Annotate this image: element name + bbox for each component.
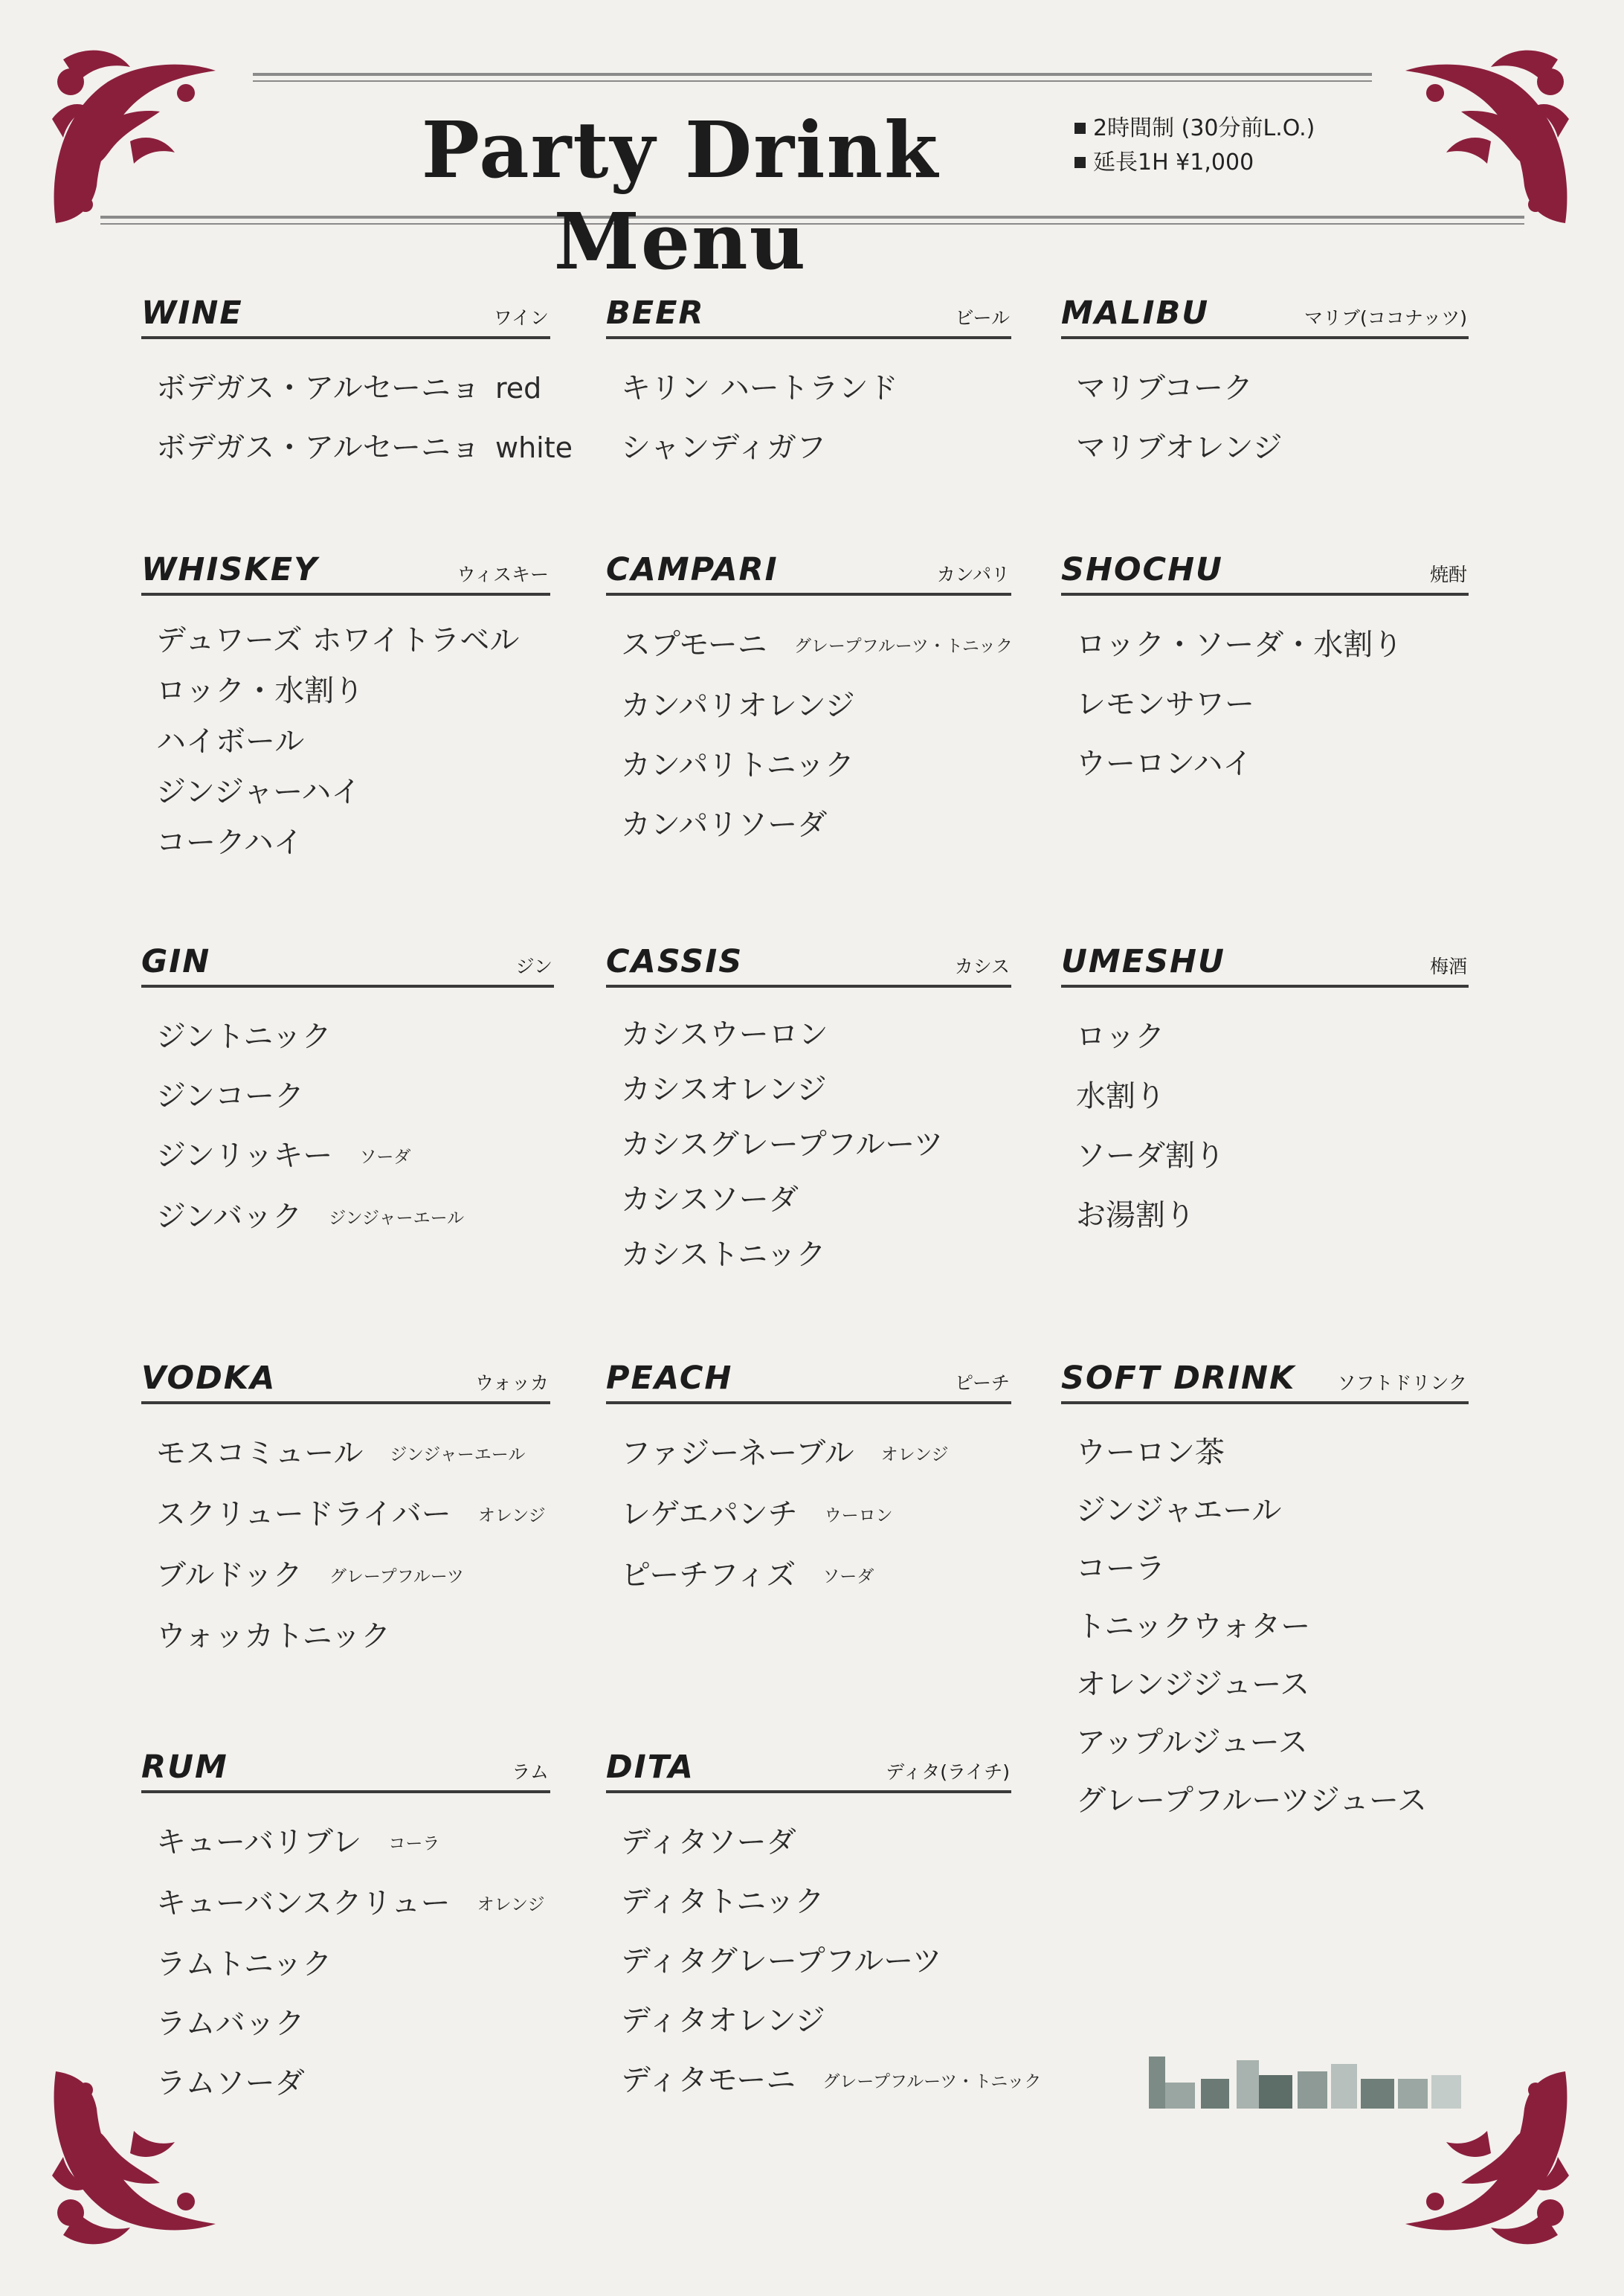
drink-name: ジンジャーハイ <box>156 775 361 809</box>
drink-list <box>1061 1404 1469 1830</box>
section-title: MALIBU <box>1061 295 1210 332</box>
drink-name: レモンサワー <box>1076 687 1254 721</box>
drink-item <box>1076 1482 1469 1540</box>
drink-item <box>156 2054 550 2113</box>
section-title-jp: ウォッカ <box>474 1372 549 1394</box>
drink-name: アップルジュース <box>1076 1726 1308 1760</box>
drink-mixer-note: ジンジャーエール <box>329 1209 465 1228</box>
section-title: CAMPARI <box>606 551 779 588</box>
drink-name: グレープフルーツジュース <box>1076 1784 1427 1818</box>
drink-item <box>1076 1007 1469 1067</box>
drink-name: ボデガス・アルセーニョ <box>156 431 480 465</box>
drink-item <box>1076 734 1469 794</box>
drink-list <box>606 988 1011 1282</box>
section-title-jp: ビール <box>955 307 1010 329</box>
drink-list <box>606 1793 1042 2112</box>
drink-item <box>621 1062 1011 1117</box>
drink-name: ロック <box>1076 1020 1165 1054</box>
drink-item <box>621 1872 1011 1932</box>
drink-name: ソーダ割り <box>1076 1139 1225 1173</box>
drink-item <box>1076 1714 1469 1772</box>
drink-name: シャンディガフ <box>621 431 826 465</box>
section-title-jp: ピーチ <box>954 1372 1010 1394</box>
drink-item <box>156 1424 550 1485</box>
section-header <box>606 547 1011 596</box>
section-header <box>1061 1355 1469 1404</box>
drink-name: ラムバック <box>156 2007 305 2041</box>
section-campari <box>606 547 1011 855</box>
drink-name: ジントニック <box>156 1020 332 1054</box>
section-title-jp: ラム <box>512 1761 549 1783</box>
drink-list <box>141 339 573 477</box>
drink-variant: white <box>495 431 573 464</box>
drink-item <box>621 1813 1011 1872</box>
drink-list <box>141 1404 550 1666</box>
section-title: PEACH <box>606 1360 733 1397</box>
drink-name: ピーチフィズ <box>621 1558 796 1592</box>
section-umeshu <box>1061 939 1469 1245</box>
drink-name: デュワーズ ホワイトラベル <box>156 623 520 657</box>
drink-item <box>1076 1067 1469 1126</box>
drink-name: ラムソーダ <box>156 2066 305 2100</box>
section-whiskey <box>141 547 550 868</box>
drink-item <box>156 1813 550 1874</box>
drink-name: ウーロン茶 <box>1076 1435 1225 1470</box>
section-title: UMESHU <box>1061 943 1225 980</box>
drink-item <box>156 1935 550 1994</box>
section-header <box>1061 547 1469 596</box>
section-title: WINE <box>141 295 243 332</box>
drink-item <box>156 1067 554 1126</box>
drink-name: カシストニック <box>621 1238 826 1272</box>
section-shochu <box>1061 547 1469 794</box>
section-title-jp: 焼酎 <box>1429 564 1467 585</box>
drink-name: カシスオレンジ <box>621 1073 827 1107</box>
drink-item <box>1076 615 1469 675</box>
drink-item <box>621 1227 1011 1282</box>
drink-list <box>606 1404 1011 1607</box>
drink-item <box>156 666 550 716</box>
drink-name: ディタソーダ <box>621 1825 796 1859</box>
drink-name: ボデガス・アルセーニョ <box>156 371 480 405</box>
section-dita <box>606 1744 1042 2112</box>
section-title: SOFT DRINK <box>1061 1360 1296 1397</box>
drink-mixer-note: ウーロン <box>824 1506 893 1525</box>
section-header <box>141 939 554 988</box>
drink-name: ウーロンハイ <box>1076 747 1253 781</box>
drink-mixer-note: グレープフルーツ・トニック <box>822 2072 1042 2091</box>
drink-item <box>621 1117 1011 1172</box>
drink-name: レゲエパンチ <box>621 1497 798 1531</box>
drink-item <box>621 795 1011 855</box>
section-rum <box>141 1744 550 2113</box>
drink-item <box>1076 418 1469 477</box>
drink-list <box>606 596 1011 855</box>
section-title-jp: ソフトドリンク <box>1337 1372 1467 1394</box>
drink-name: モスコミュール <box>156 1436 364 1470</box>
drink-mixer-note: ソーダ <box>359 1148 411 1167</box>
drink-list <box>141 988 554 1248</box>
drink-item <box>1076 1598 1469 1656</box>
note-extension <box>1074 146 1315 180</box>
drink-mixer-note: コーラ <box>388 1834 440 1853</box>
section-title-jp: カシス <box>954 956 1010 977</box>
section-title-jp: ウィスキー <box>457 564 549 585</box>
section-soft <box>1061 1355 1469 1830</box>
section-header <box>141 1744 550 1793</box>
drink-name: オレンジジュース <box>1076 1668 1310 1702</box>
drink-name: ディタモーニ <box>621 2063 796 2097</box>
drink-item <box>621 1172 1011 1227</box>
section-peach <box>606 1355 1011 1607</box>
drink-name: コーラ <box>1076 1551 1165 1586</box>
section-header <box>606 290 1011 339</box>
drink-item <box>1076 675 1469 734</box>
section-header <box>1061 290 1469 339</box>
section-gin <box>141 939 554 1248</box>
ornament-top-right-icon <box>1394 37 1580 238</box>
blurred-logo-icon <box>1149 2042 1469 2120</box>
drink-item <box>621 1485 1011 1546</box>
section-header <box>606 1744 1011 1793</box>
drink-item <box>156 767 550 817</box>
section-header <box>1061 939 1469 988</box>
drink-item <box>621 676 1011 736</box>
drink-name: ハイボール <box>156 724 305 759</box>
drink-item <box>1076 1540 1469 1598</box>
section-header <box>141 290 550 339</box>
drink-name: ブルドック <box>156 1558 303 1592</box>
section-title-jp: ディタ(ライチ) <box>886 1761 1010 1783</box>
drink-item <box>621 1007 1011 1062</box>
header-notes <box>1074 112 1315 180</box>
section-title-jp: ワイン <box>493 307 549 329</box>
drink-mixer-note: グレープフルーツ <box>329 1567 464 1586</box>
drink-mixer-note: ソーダ <box>822 1567 874 1586</box>
drink-list <box>1061 339 1469 477</box>
page-title: Party Drink Menu <box>421 104 940 287</box>
drink-variant: red <box>495 372 542 405</box>
header-top-rule <box>253 73 1372 76</box>
drink-name: ジンリッキー <box>156 1139 333 1173</box>
drink-name: キリン ハートランド <box>621 371 898 405</box>
drink-name: マリブオレンジ <box>1076 431 1283 465</box>
section-title-jp: カンパリ <box>936 564 1010 585</box>
drink-item <box>156 358 550 418</box>
section-header <box>141 1355 550 1404</box>
section-header <box>606 939 1011 988</box>
drink-item <box>621 418 1011 477</box>
drink-item <box>156 1126 554 1187</box>
drink-item <box>156 1874 550 1935</box>
drink-item <box>156 817 550 868</box>
section-title: CASSIS <box>606 943 744 980</box>
drink-name: キューバリブレ <box>156 1825 362 1859</box>
drink-name: ジンコーク <box>156 1079 304 1113</box>
drink-mixer-note: グレープフルーツ・トニック <box>793 637 1013 656</box>
bullet-square-icon <box>1074 157 1086 168</box>
note-text: 延長1H ¥1,000 <box>1093 149 1254 176</box>
drink-name: ジンジャエール <box>1076 1493 1282 1528</box>
section-title-jp: マリブ(ココナッツ) <box>1304 307 1467 329</box>
drink-name: スプモーニ <box>621 628 767 662</box>
drink-name: カシスソーダ <box>621 1183 799 1217</box>
section-title: WHISKEY <box>141 551 319 588</box>
drink-mixer-note: オレンジ <box>477 1895 545 1914</box>
drink-name: ジンバック <box>156 1200 303 1234</box>
drink-mixer-note: オレンジ <box>880 1445 949 1464</box>
drink-name: お湯割り <box>1076 1198 1195 1232</box>
ornament-top-left-icon <box>41 37 227 238</box>
drink-item <box>156 1546 550 1607</box>
section-title: VODKA <box>141 1360 277 1397</box>
note-duration <box>1074 112 1315 146</box>
drink-item <box>621 736 1011 795</box>
drink-item <box>156 1607 550 1666</box>
drink-mixer-note: ジンジャーエール <box>390 1445 526 1464</box>
section-title: BEER <box>606 295 705 332</box>
drink-name: キューバンスクリュー <box>156 1886 451 1920</box>
drink-name: コークハイ <box>156 826 303 860</box>
drink-item <box>621 1932 1011 1991</box>
drink-item <box>621 1546 1011 1607</box>
drink-item <box>621 1424 1011 1485</box>
drink-item <box>621 1991 1011 2051</box>
drink-item <box>621 615 1011 676</box>
drink-list <box>1061 596 1469 794</box>
section-header <box>141 547 550 596</box>
section-title: SHOCHU <box>1061 551 1223 588</box>
drink-mixer-note: オレンジ <box>477 1506 546 1525</box>
drink-item <box>621 358 1011 418</box>
drink-name: ラムトニック <box>156 1947 332 1981</box>
drink-list <box>606 339 1011 477</box>
drink-item <box>1076 1424 1469 1482</box>
drink-name: カンパリトニック <box>621 748 854 782</box>
section-vodka <box>141 1355 550 1666</box>
section-title: GIN <box>141 943 211 980</box>
drink-name: ウォッカトニック <box>156 1619 391 1653</box>
section-title: DITA <box>606 1749 695 1786</box>
drink-item <box>1076 1656 1469 1714</box>
bullet-square-icon <box>1074 123 1086 134</box>
drink-item <box>156 1485 550 1546</box>
drink-name: スクリュードライバー <box>156 1497 451 1531</box>
drink-item <box>156 1007 554 1067</box>
drink-name: ディタグレープフルーツ <box>621 1944 942 1978</box>
note-text: 2時間制 (30分前L.O.) <box>1093 115 1315 141</box>
drink-item <box>156 1187 554 1248</box>
drink-name: 水割り <box>1076 1079 1165 1113</box>
drink-name: マリブコーク <box>1076 371 1253 405</box>
section-cassis <box>606 939 1011 1282</box>
drink-item <box>621 2051 1042 2112</box>
drink-name: トニックウォター <box>1076 1610 1311 1644</box>
drink-item <box>156 615 550 666</box>
header-top-rule-thin <box>253 80 1372 82</box>
section-title-jp: 梅酒 <box>1429 956 1467 977</box>
drink-name: カシスウーロン <box>621 1017 828 1052</box>
drink-name: ディタオレンジ <box>621 2004 825 2038</box>
drink-item <box>1076 1772 1469 1830</box>
drink-list <box>141 596 550 868</box>
section-title-jp: ジン <box>515 956 552 977</box>
drink-name: カンパリオレンジ <box>621 689 855 723</box>
drink-item <box>1076 358 1469 418</box>
drink-name: カンパリソーダ <box>621 808 828 842</box>
section-title: RUM <box>141 1749 228 1786</box>
section-wine <box>141 290 573 477</box>
drink-name: ファジーネーブル <box>621 1436 854 1470</box>
drink-item <box>156 716 550 767</box>
drink-item <box>1076 1126 1469 1186</box>
drink-name: ロック・水割り <box>156 674 364 708</box>
drink-item <box>156 418 573 477</box>
drink-list <box>1061 988 1469 1245</box>
drink-item <box>1076 1186 1469 1245</box>
drink-item <box>156 1994 550 2054</box>
drink-list <box>141 1793 550 2113</box>
section-header <box>606 1355 1011 1404</box>
section-beer <box>606 290 1011 477</box>
drink-name: カシスグレープフルーツ <box>621 1128 944 1162</box>
drink-name: ロック・ソーダ・水割り <box>1076 628 1403 662</box>
section-malibu <box>1061 290 1469 477</box>
drink-name: ディタトニック <box>621 1885 825 1919</box>
